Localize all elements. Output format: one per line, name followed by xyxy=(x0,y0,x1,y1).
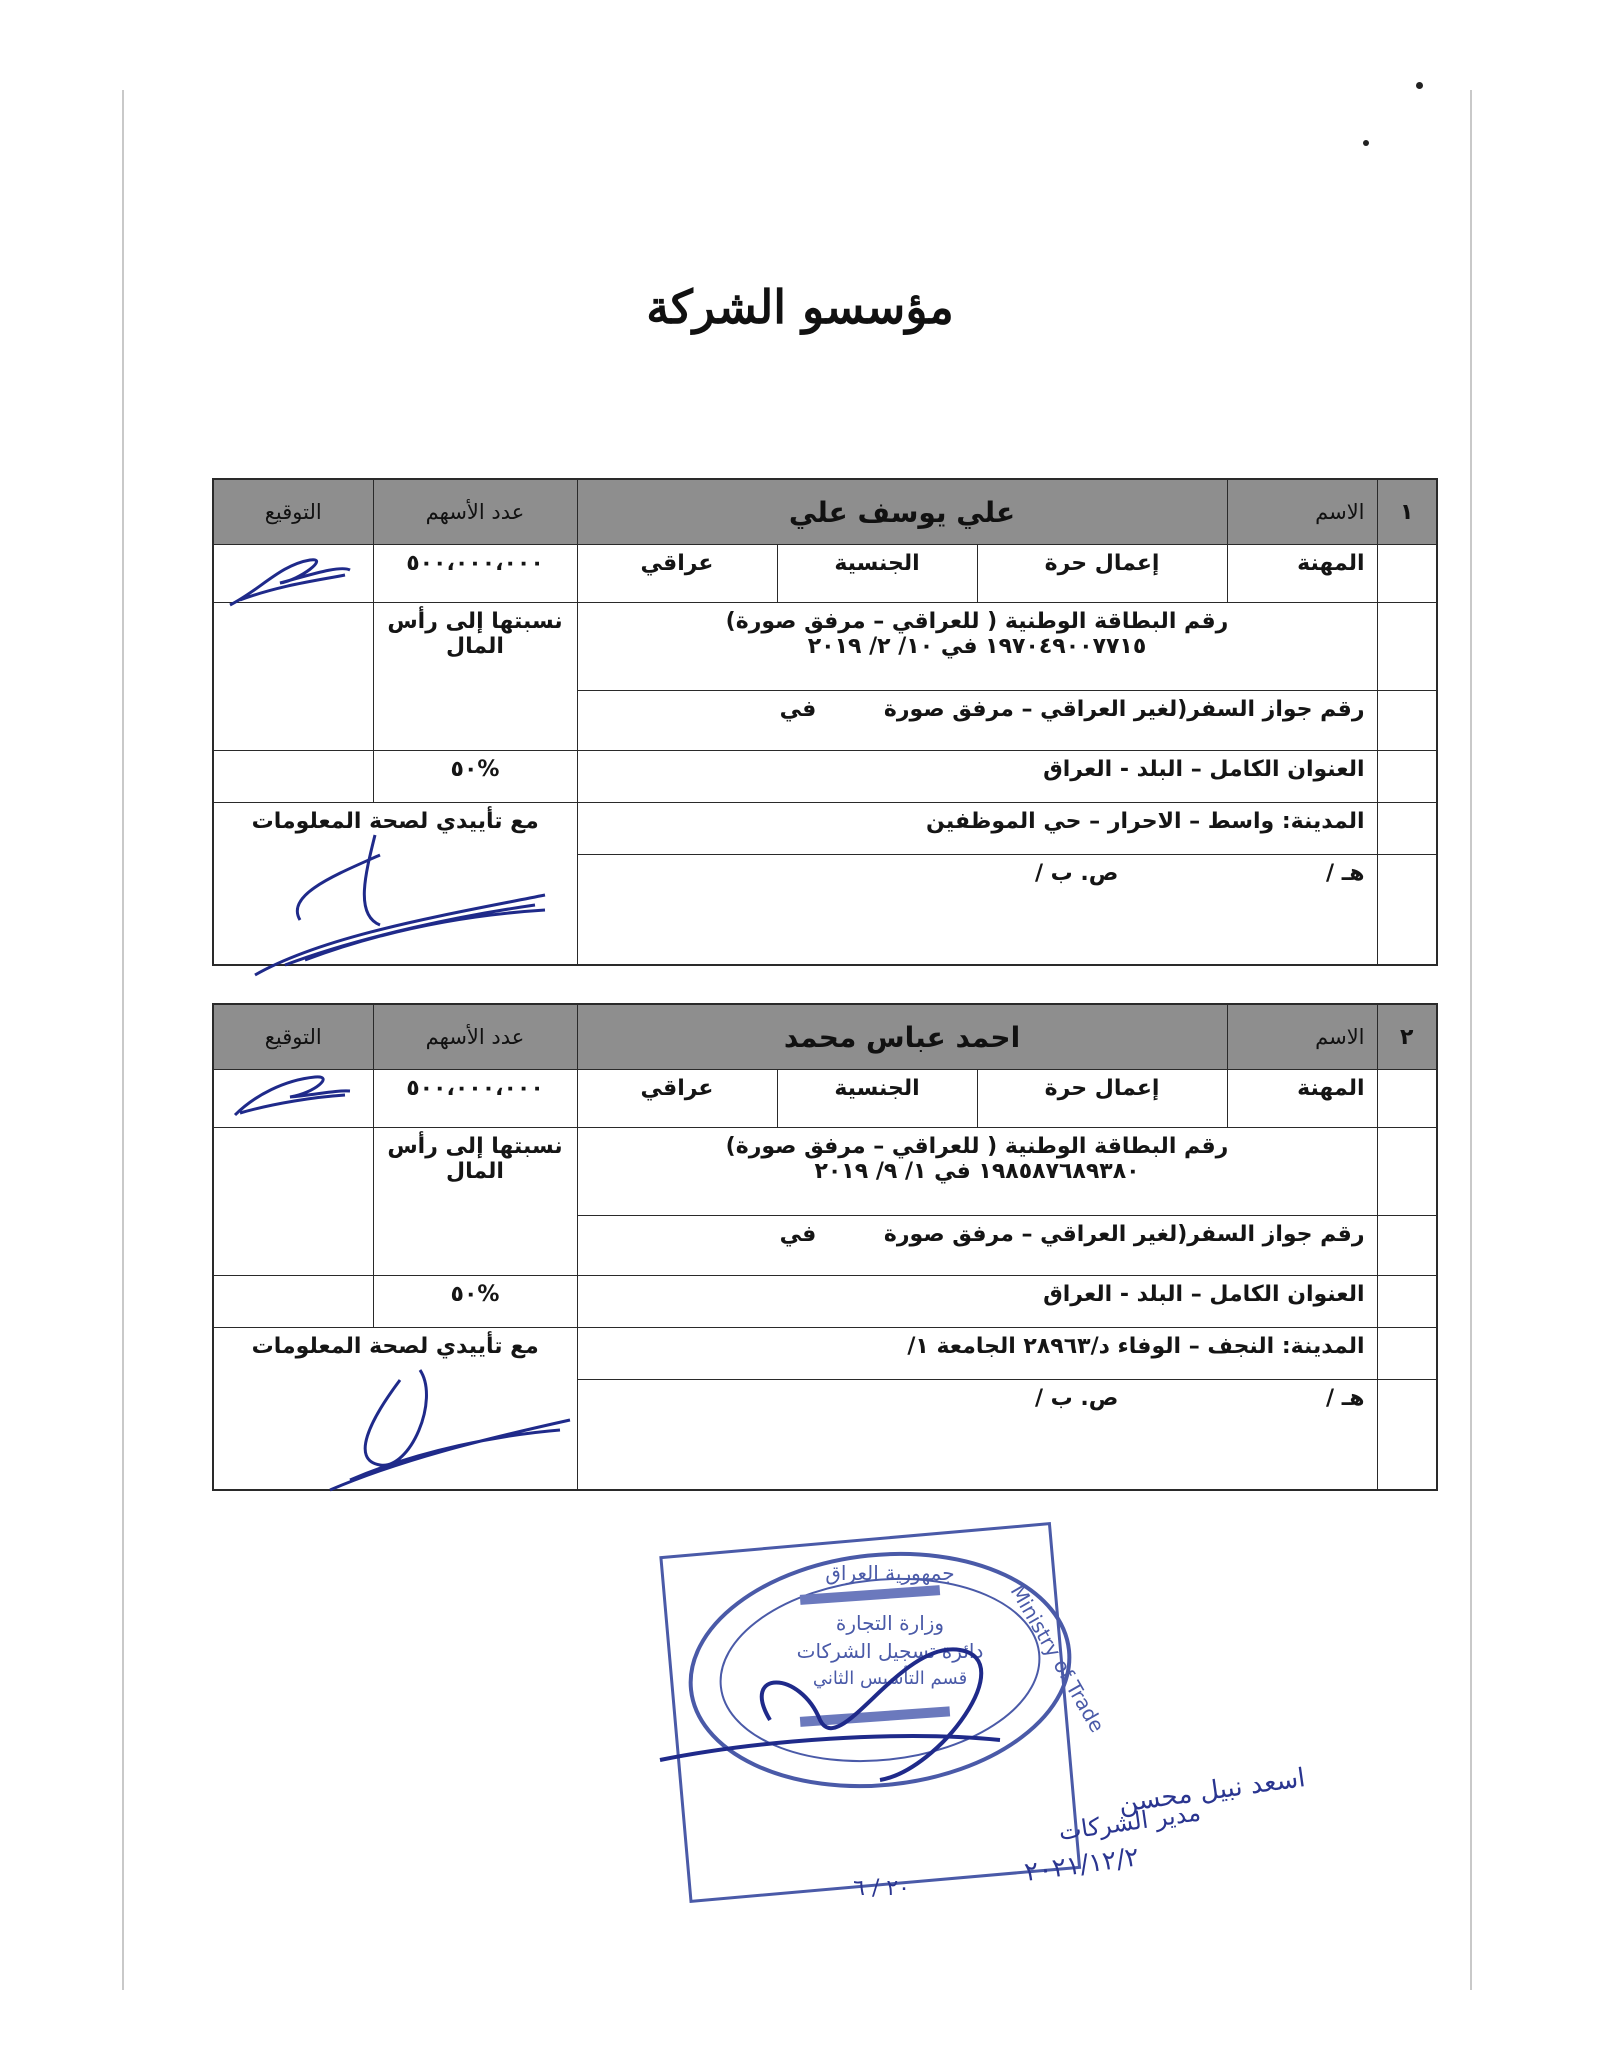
ink-speck xyxy=(1363,140,1369,146)
nationality-label: الجنسية xyxy=(777,545,977,603)
name-label: الاسم xyxy=(1227,1004,1377,1070)
address-label: العنوان الكامل – البلد - العراق xyxy=(577,1276,1377,1328)
page-edge-left xyxy=(122,90,124,1990)
address-label: العنوان الكامل – البلد - العراق xyxy=(577,751,1377,803)
signature-label: التوقيع xyxy=(213,1004,373,1070)
ink-speck xyxy=(1416,82,1423,89)
passport-in-label: في xyxy=(779,697,817,722)
confirmation-label: مع تأييدي لصحة المعلومات xyxy=(251,809,539,834)
page-edge-right xyxy=(1470,90,1472,1990)
contact-cell xyxy=(577,1380,1377,1490)
confirmation-cell xyxy=(213,1328,577,1490)
founder-number: ١ xyxy=(1377,479,1437,545)
po-box-label: ص. ب / xyxy=(1034,1386,1119,1411)
founder-card-2 xyxy=(212,1003,1436,1491)
id-card-row xyxy=(213,1128,1437,1216)
passport-cell xyxy=(577,1216,1377,1276)
capital-ratio-value: %٥٠ xyxy=(373,1276,577,1328)
page-title: مؤسسو الشركة xyxy=(646,280,954,334)
confirmation-label: مع تأييدي لصحة المعلومات xyxy=(251,1334,539,1359)
id-card-cell xyxy=(577,1128,1377,1216)
capital-ratio-label: نسبتها إلى رأس المال xyxy=(373,603,577,751)
stamp-line-1: جمهورية العراق xyxy=(825,1561,955,1585)
shares-count-label: عدد الأسهم xyxy=(373,479,577,545)
contact-cell xyxy=(577,855,1377,965)
stamp-handwritten-name: اسعد نبيل محسن xyxy=(1116,1763,1308,1819)
id-card-number: ١٩٧٠٤٩٠٠٧٧١٥ في ١٠/ ٢/ ٢٠١٩ xyxy=(807,634,1147,659)
stamp-handwritten-year: ٢٠ / ٦ xyxy=(853,1876,910,1901)
id-card-number: ١٩٨٥٨٧٦٨٩٣٨٠ في ١/ ٩/ ٢٠١٩ xyxy=(814,1159,1140,1184)
profession-value: إعمال حرة xyxy=(977,1070,1227,1128)
founder-number: ٢ xyxy=(1377,1004,1437,1070)
stamp-ministry-en: Ministry of Trade xyxy=(1005,1580,1110,1737)
founder-name: علي يوسف علي xyxy=(577,479,1227,545)
po-box-label: ص. ب / xyxy=(1034,861,1119,886)
founder-header-row xyxy=(213,1004,1437,1070)
founder-name: احمد عباس محمد xyxy=(577,1004,1227,1070)
profession-value: إعمال حرة xyxy=(977,545,1227,603)
official-stamp xyxy=(640,1520,1308,1901)
phone-label: هـ / xyxy=(1326,861,1365,886)
shares-value: ٥٠٠،٠٠٠،٠٠٠ xyxy=(373,1070,577,1128)
passport-label: رقم جواز السفر(لغير العراقي – مرفق صورة xyxy=(883,1222,1365,1247)
signature-label: التوقيع xyxy=(213,479,373,545)
profession-label: المهنة xyxy=(1227,1070,1377,1128)
profession-row xyxy=(213,1070,1437,1128)
name-label: الاسم xyxy=(1227,479,1377,545)
city-value: المدينة: النجف – الوفاء د/٢٨٩٦٣ الجامعة ١/ xyxy=(577,1328,1377,1380)
capital-ratio-value: %٥٠ xyxy=(373,751,577,803)
stamp-line-3: دائرة تسجيل الشركات xyxy=(796,1639,984,1663)
address-row xyxy=(213,751,1437,803)
stamp-handwritten-date: ٢٠٢١/١٢/٢ xyxy=(1022,1842,1141,1888)
passport-cell xyxy=(577,691,1377,751)
capital-ratio-label: نسبتها إلى رأس المال xyxy=(373,1128,577,1276)
profession-label: المهنة xyxy=(1227,545,1377,603)
city-row xyxy=(213,803,1437,855)
founder-header-row xyxy=(213,479,1437,545)
shares-value: ٥٠٠،٠٠٠،٠٠٠ xyxy=(373,545,577,603)
stamp-line-2: وزارة التجارة xyxy=(835,1611,945,1635)
address-row xyxy=(213,1276,1437,1328)
founder-card-1 xyxy=(212,478,1436,966)
signature-cell xyxy=(213,1070,373,1128)
phone-label: هـ / xyxy=(1326,1386,1365,1411)
stamp-handwritten-title: مدير الشركات xyxy=(1056,1798,1203,1846)
id-card-label: رقم البطاقة الوطنية ( للعراقي – مرفق صورة) xyxy=(725,1134,1229,1159)
id-card-label: رقم البطاقة الوطنية ( للعراقي – مرفق صورة) xyxy=(725,609,1229,634)
founder-table xyxy=(212,1003,1438,1491)
nationality-value: عراقي xyxy=(577,545,777,603)
city-value: المدينة: واسط – الاحرار – حي الموظفين xyxy=(577,803,1377,855)
signature-cell xyxy=(213,545,373,603)
stamp-line-4: قسم التأسيس الثاني xyxy=(812,1668,968,1689)
city-row xyxy=(213,1328,1437,1380)
founder-table xyxy=(212,478,1438,966)
passport-label: رقم جواز السفر(لغير العراقي – مرفق صورة xyxy=(883,697,1365,722)
id-card-row xyxy=(213,603,1437,691)
confirmation-cell xyxy=(213,803,577,965)
nationality-value: عراقي xyxy=(577,1070,777,1128)
nationality-label: الجنسية xyxy=(777,1070,977,1128)
id-card-cell xyxy=(577,603,1377,691)
passport-in-label: في xyxy=(779,1222,817,1247)
shares-count-label: عدد الأسهم xyxy=(373,1004,577,1070)
profession-row xyxy=(213,545,1437,603)
